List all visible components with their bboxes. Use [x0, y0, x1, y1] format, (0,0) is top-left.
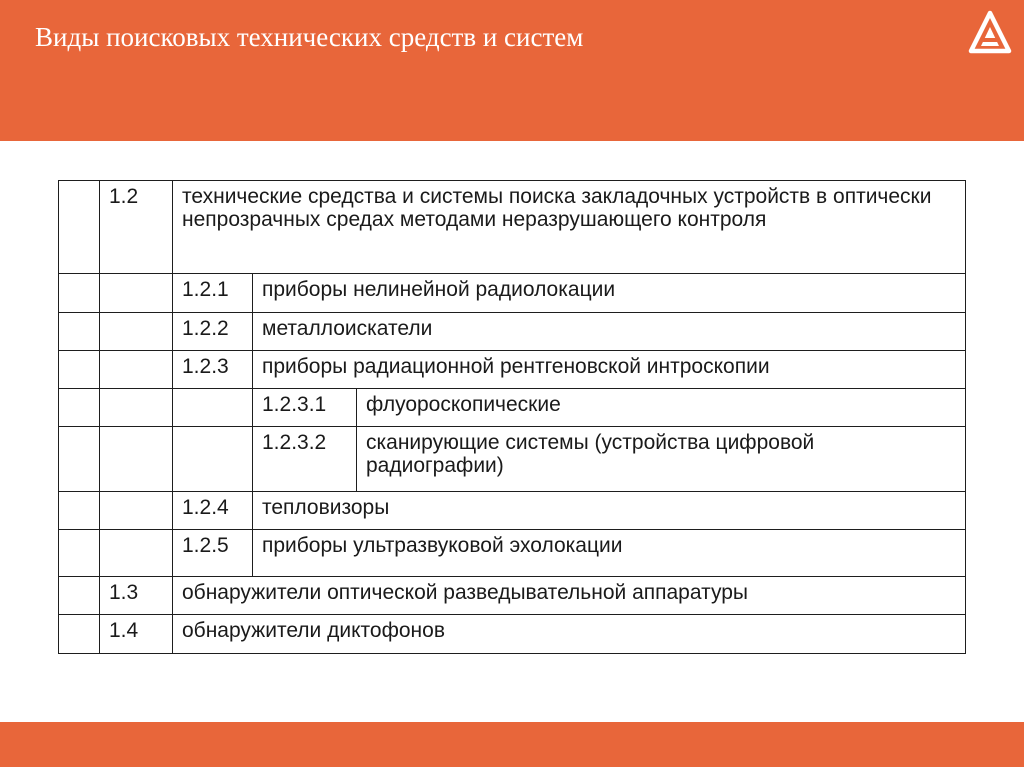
systems-table [58, 180, 966, 654]
empty-cell [100, 351, 173, 389]
empty-cell [100, 313, 173, 351]
item-number: 1.2.2 [173, 313, 253, 351]
table-row [59, 351, 966, 389]
empty-cell [100, 274, 173, 313]
table-row [59, 492, 966, 530]
table-row [59, 313, 966, 351]
item-description: сканирующие системы (устройства цифровой радиографии) [357, 427, 966, 492]
empty-cell [59, 313, 100, 351]
empty-cell [173, 427, 253, 492]
item-description: приборы нелинейной радиолокации [253, 274, 966, 313]
empty-cell [59, 492, 100, 530]
page-title: Виды поисковых технических средств и систем [35, 22, 584, 52]
item-description: технические средства и системы поиска закладочных устройств в оптически непрозрачных средах методами неразрушающего контроля [173, 181, 966, 274]
empty-cell [100, 530, 173, 577]
item-description: приборы радиационной рентгеновской интроскопии [253, 351, 966, 389]
table-row [59, 389, 966, 427]
item-description: тепловизоры [253, 492, 966, 530]
item-number: 1.2.1 [173, 274, 253, 313]
item-description: приборы ультразвуковой эхолокации [253, 530, 966, 577]
item-number: 1.3 [100, 577, 173, 615]
empty-cell [100, 389, 173, 427]
empty-cell [59, 577, 100, 615]
empty-cell [59, 181, 100, 274]
item-description: металлоискатели [253, 313, 966, 351]
item-number: 1.2.3 [173, 351, 253, 389]
table-row [59, 577, 966, 615]
item-number: 1.4 [100, 615, 173, 654]
empty-cell [59, 530, 100, 577]
table-row [59, 427, 966, 492]
table-row [59, 274, 966, 313]
empty-cell [173, 389, 253, 427]
empty-cell [59, 389, 100, 427]
item-number: 1.2.3.1 [253, 389, 357, 427]
item-number: 1.2.4 [173, 492, 253, 530]
empty-cell [59, 615, 100, 654]
item-description: обнаружители диктофонов [173, 615, 966, 654]
empty-cell [59, 427, 100, 492]
item-description: обнаружители оптической разведывательной аппаратуры [173, 577, 966, 615]
empty-cell [59, 274, 100, 313]
table-row [59, 530, 966, 577]
item-description: флуороскопические [357, 389, 966, 427]
table-row [59, 615, 966, 654]
item-number: 1.2.5 [173, 530, 253, 577]
empty-cell [59, 351, 100, 389]
item-number: 1.2.3.2 [253, 427, 357, 492]
empty-cell [100, 492, 173, 530]
logo-icon [968, 10, 1012, 54]
item-number: 1.2 [100, 181, 173, 274]
table-row [59, 181, 966, 274]
header-bar [0, 0, 1024, 141]
footer-bar [0, 722, 1024, 767]
empty-cell [100, 427, 173, 492]
